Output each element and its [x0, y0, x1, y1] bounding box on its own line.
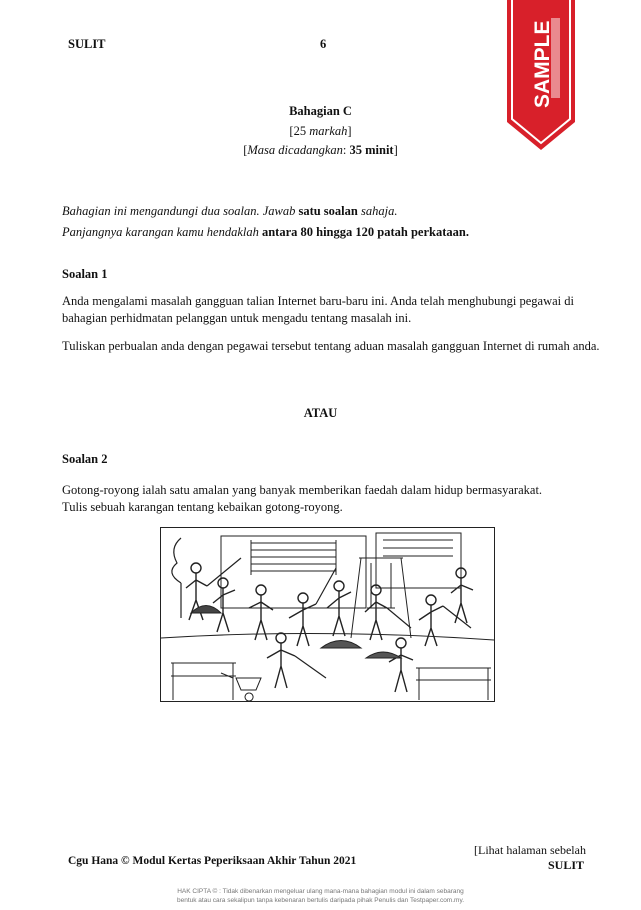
marks-unit: markah	[309, 124, 348, 138]
section-marks: [25 markah]	[289, 124, 352, 138]
section-time: [Masa dicadangkan: 35 minit]	[243, 143, 398, 157]
sample-stamp-text: SAMPLE	[531, 20, 554, 108]
gotong-royong-illustration	[160, 527, 495, 702]
question-1-paragraph-1: Anda mengalami masalah gangguan talian Internet baru-baru ini. Anda telah menghubungi pegawai di bahagian perhidmatan pelanggan untuk mengadu tentang masalah ini.	[62, 294, 574, 325]
instruction-emphasis: satu soalan	[298, 204, 358, 218]
time-value: 35 minit	[349, 143, 394, 157]
question-1-paragraph-2: Tuliskan perbualan anda dengan pegawai tersebut tentang aduan masalah gangguan Internet di rumah anda.	[62, 339, 600, 353]
footer-next-page: [Lihat halaman sebelah	[474, 843, 586, 857]
time-label: Masa dicadangkan	[247, 143, 343, 157]
or-separator: ATAU	[303, 406, 338, 420]
instruction-text: Panjangnya karangan kamu hendaklah	[62, 225, 262, 239]
question-2-heading: Soalan 2	[62, 452, 108, 466]
instruction-emphasis: antara 80 hingga 120 patah perkataan.	[261, 225, 469, 239]
question-2-line-2: Tulis sebuah karangan tentang kebaikan gotong-royong.	[62, 500, 343, 514]
instruction-line-1	[62, 203, 602, 220]
instruction-line-2	[62, 224, 602, 241]
footer-confidential-label: SULIT	[548, 858, 585, 872]
instruction-text: sahaja.	[357, 204, 398, 218]
copyright-line-1: HAK CIPTA © : Tidak dibenarkan mengeluar ulang mana-mana bahagian modul ini dalam sebarang	[177, 888, 464, 895]
question-1-heading: Soalan 1	[62, 267, 108, 281]
instruction-text: Bahagian ini mengandungi dua soalan. Jawab	[62, 204, 299, 218]
section-title: Bahagian C	[289, 104, 352, 118]
question-2-line-1: Gotong-royong ialah satu amalan yang banyak memberikan faedah dalam hidup bermasyarakat.	[62, 483, 543, 497]
header-confidential-label: SULIT	[68, 37, 106, 51]
footer-source: Cgu Hana © Modul Kertas Peperiksaan Akhir Tahun 2021	[68, 855, 357, 867]
copyright-line-2: bentuk atau cara sekalipun tanpa kebenaran bertulis daripada pihak Penulis dan Testpaper.com.my.	[176, 897, 465, 904]
page-number: 6	[320, 37, 327, 51]
